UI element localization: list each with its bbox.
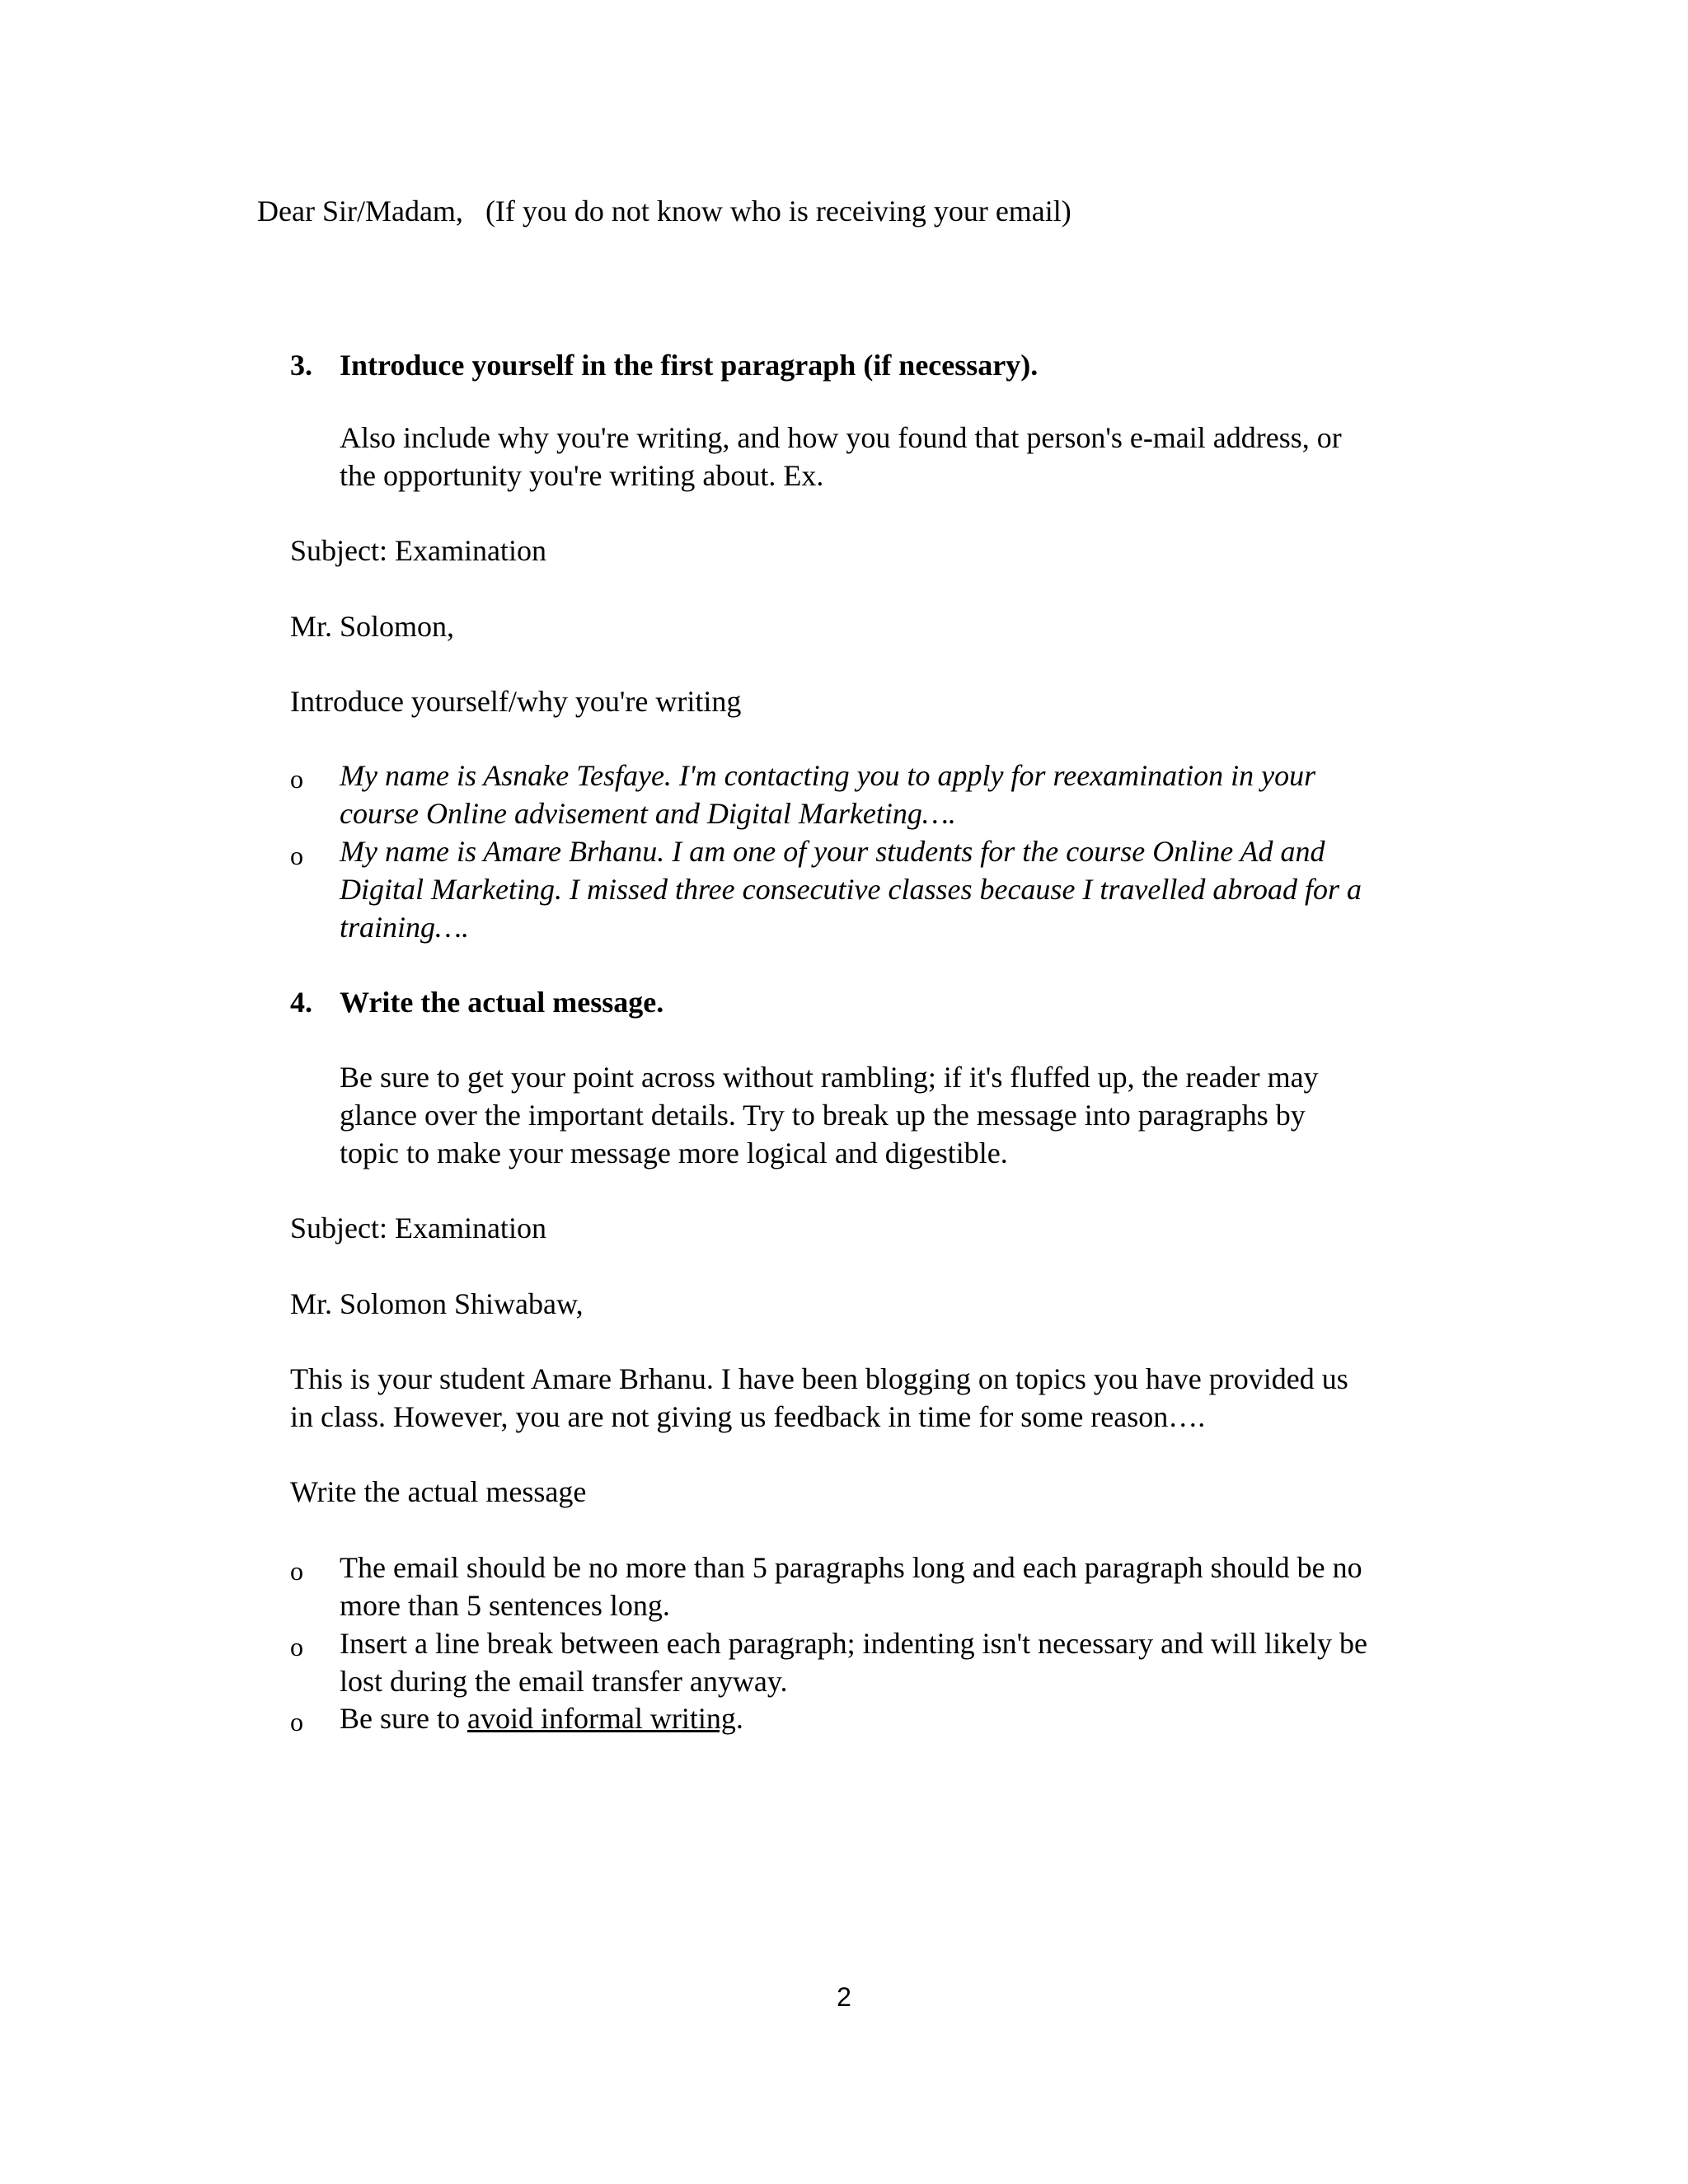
avoid-informal-writing-link[interactable]: avoid informal writing [467,1702,736,1735]
example1-bullet2-line2: Digital Marketing. I missed three consecutive classes because I travelled abroad for a [340,873,1362,906]
example2-bullet2-line1: Insert a line break between each paragraph; indenting isn't necessary and will likely be [340,1627,1368,1660]
page-number: 2 [837,1982,851,2012]
example1-subject: Subject: Examination [290,534,546,567]
step4-body-line3: topic to make your message more logical and digestible. [340,1137,1008,1169]
example1-bullet2-line1: My name is Amare Brhanu. I am one of your students for the course Online Ad and [340,835,1325,868]
bullet-marker: o [290,764,303,794]
example1-bullet1-line1: My name is Asnake Tesfaye. I'm contacting you to apply for reexamination in your [340,759,1316,792]
bullet-marker: o [290,841,303,870]
step3-body-line2: the opportunity you're writing about. Ex. [340,459,824,492]
example2-bullet1-line1: The email should be no more than 5 paragraphs long and each paragraph should be no [340,1551,1362,1584]
example1-bullet2-line3: training…. [340,911,470,944]
example1-label: Introduce yourself/why you're writing [290,685,742,718]
example2-subject: Subject: Examination [290,1212,546,1244]
step3-heading: Introduce yourself in the first paragraph (if necessary). [340,349,1039,382]
example2-label: Write the actual message [290,1475,587,1508]
salutation: Dear Sir/Madam, [257,194,463,227]
bullet-marker: o [290,1556,303,1586]
step4-body-line2: glance over the important details. Try to break up the message into paragraphs by [340,1099,1306,1132]
bullet-marker: o [290,1707,303,1736]
example2-bullet1-line2: more than 5 sentences long. [340,1589,670,1622]
step4-body-line1: Be sure to get your point across without rambling; if it's fluffed up, the reader may [340,1061,1319,1094]
example2-bullet2-line2: lost during the email transfer anyway. [340,1665,788,1698]
example2-bullet3 [340,1699,743,1737]
step4-number: 4. [290,986,312,1019]
example2-body-line1: This is your student Amare Brhanu. I have been blogging on topics you have provided us [290,1362,1348,1395]
bullet3-prefix: Be sure to [340,1702,467,1735]
bullet-marker: o [290,1632,303,1661]
bullet3-suffix: . [735,1702,743,1735]
salutation-note: (If you do not know who is receiving your email) [485,194,1071,227]
example2-recipient: Mr. Solomon Shiwabaw, [290,1287,584,1320]
example1-bullet1-line2: course Online advisement and Digital Marketing…. [340,797,956,830]
step4-heading: Write the actual message. [340,986,664,1019]
greeting-line [257,192,1071,230]
example2-body-line2: in class. However, you are not giving us feedback in time for some reason…. [290,1400,1206,1433]
step3-number: 3. [290,349,312,382]
example1-recipient: Mr. Solomon, [290,610,455,643]
step3-body-line1: Also include why you're writing, and how you found that person's e-mail address, or [340,421,1342,454]
